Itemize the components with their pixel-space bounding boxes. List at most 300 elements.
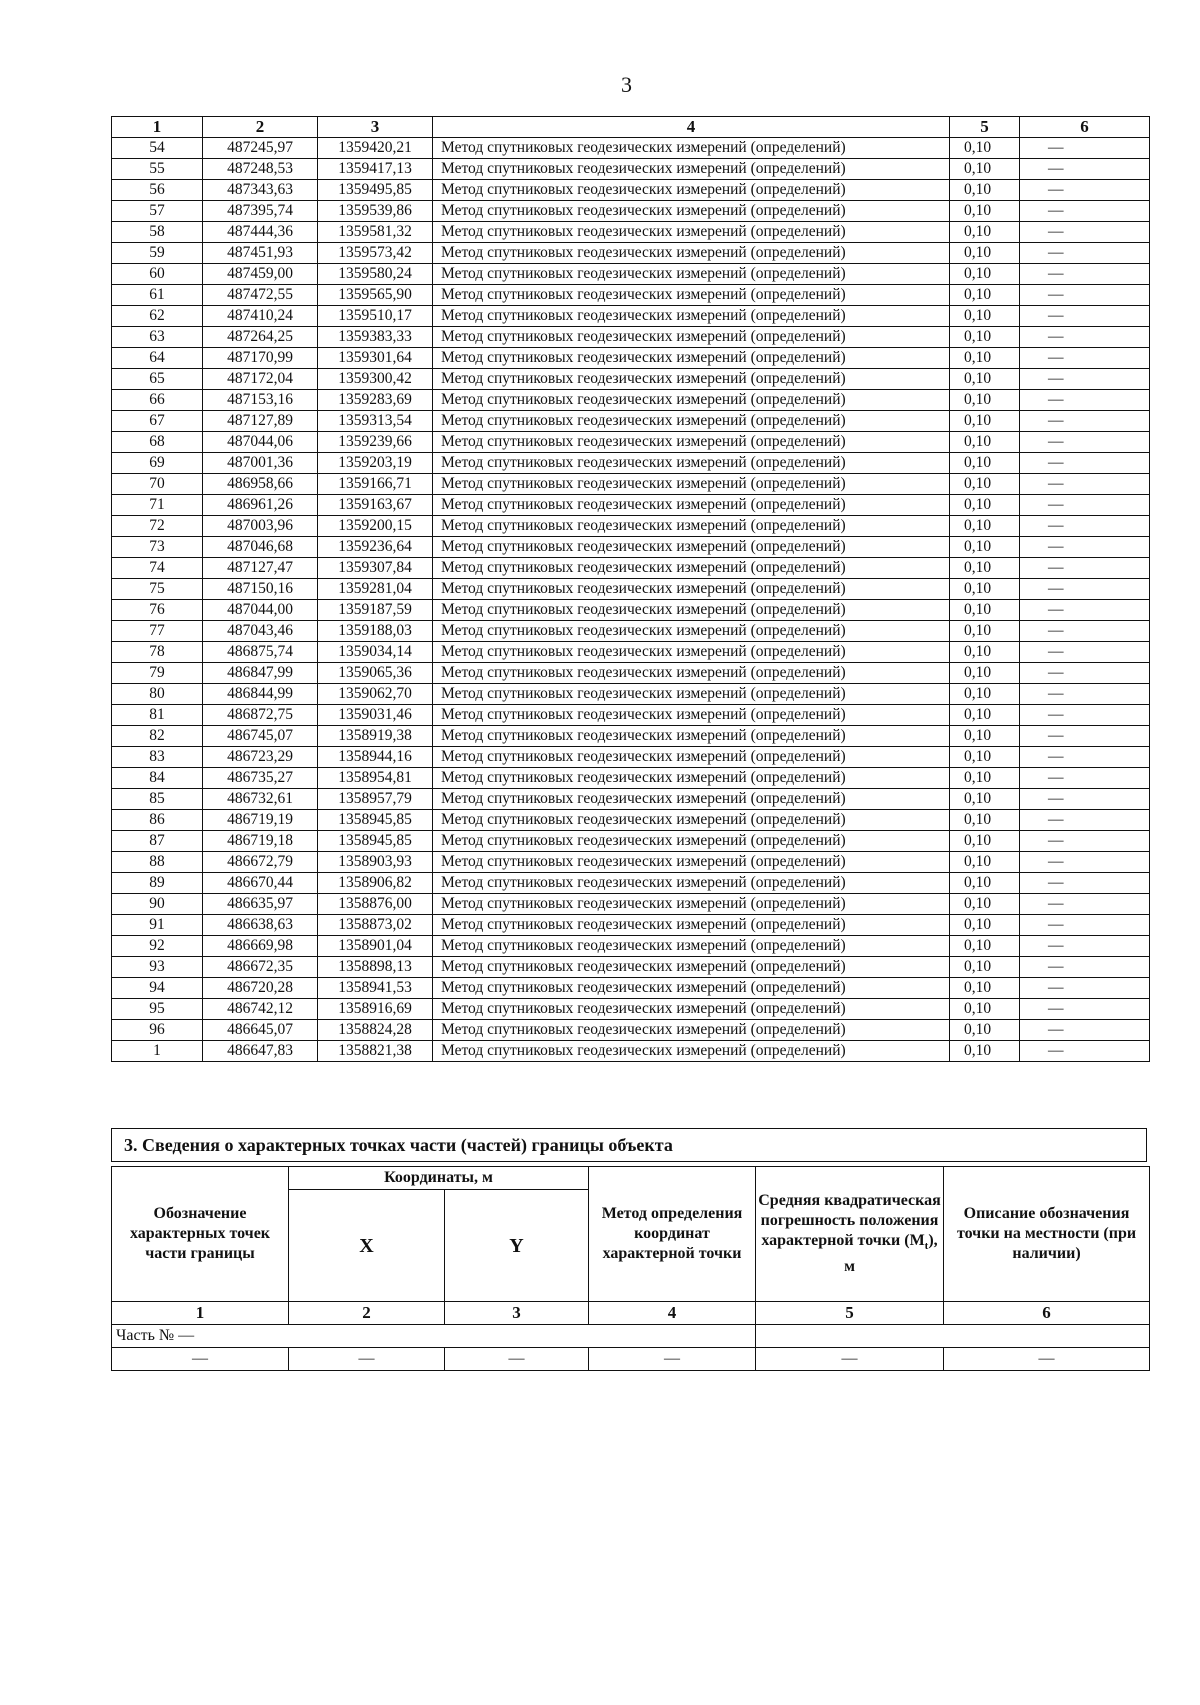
- accuracy: 0,10: [950, 453, 1020, 474]
- accuracy: 0,10: [950, 978, 1020, 999]
- coord-x: 486844,99: [203, 684, 318, 705]
- point-number: 67: [112, 411, 203, 432]
- point-number: 96: [112, 1020, 203, 1041]
- description: —: [1020, 852, 1150, 873]
- table-row: [112, 642, 1150, 663]
- accuracy: 0,10: [950, 411, 1020, 432]
- method: Метод спутниковых геодезических измерений (определений): [433, 474, 950, 495]
- coord-x: 486745,07: [203, 726, 318, 747]
- coord-x: 486645,07: [203, 1020, 318, 1041]
- section3-title: 3. Сведения о характерных точках части (частей) границы объекта: [124, 1135, 673, 1155]
- description: —: [1020, 957, 1150, 978]
- point-number: 64: [112, 348, 203, 369]
- accuracy: 0,10: [950, 537, 1020, 558]
- point-number: 74: [112, 558, 203, 579]
- description: —: [1020, 726, 1150, 747]
- coord-x: 486961,26: [203, 495, 318, 516]
- point-number: 77: [112, 621, 203, 642]
- table-row: [112, 474, 1150, 495]
- page-number: 3: [621, 72, 632, 97]
- coord-y: 1358901,04: [318, 936, 433, 957]
- description: —: [1020, 432, 1150, 453]
- description: —: [1020, 474, 1150, 495]
- table-row: [112, 180, 1150, 201]
- accuracy: 0,10: [950, 222, 1020, 243]
- table-row: [112, 390, 1150, 411]
- table-row: [112, 285, 1150, 306]
- coord-x: 486720,28: [203, 978, 318, 999]
- coord-y: 1358944,16: [318, 747, 433, 768]
- point-number: 55: [112, 159, 203, 180]
- coord-x: 486647,83: [203, 1041, 318, 1062]
- coord-x: 487127,89: [203, 411, 318, 432]
- coord-x: 486719,19: [203, 810, 318, 831]
- coord-x: 487245,97: [203, 138, 318, 159]
- description: —: [1020, 264, 1150, 285]
- point-number: 73: [112, 537, 203, 558]
- coord-y: 1359580,24: [318, 264, 433, 285]
- coord-x: 486638,63: [203, 915, 318, 936]
- method: Метод спутниковых геодезических измерений (определений): [433, 873, 950, 894]
- point-number: 60: [112, 264, 203, 285]
- method: Метод спутниковых геодезических измерений (определений): [433, 684, 950, 705]
- accuracy: 0,10: [950, 432, 1020, 453]
- method: Метод спутниковых геодезических измерений (определений): [433, 159, 950, 180]
- accuracy: 0,10: [950, 684, 1020, 705]
- accuracy: 0,10: [950, 789, 1020, 810]
- table-row: [112, 369, 1150, 390]
- coord-y: 1358906,82: [318, 873, 433, 894]
- method: Метод спутниковых геодезических измерений (определений): [433, 243, 950, 264]
- table-row: [112, 726, 1150, 747]
- part-col5-header: Средняя квадратическая погрешность положения характерной точки $(M_t)$, м: [756, 1167, 944, 1302]
- point-number: 63: [112, 327, 203, 348]
- point-number: 79: [112, 663, 203, 684]
- coord-x: 487395,74: [203, 201, 318, 222]
- accuracy: 0,10: [950, 579, 1020, 600]
- accuracy: 0,10: [950, 327, 1020, 348]
- table-row: [112, 264, 1150, 285]
- description: —: [1020, 222, 1150, 243]
- coord-x: 486719,18: [203, 831, 318, 852]
- coord-y: 1358941,53: [318, 978, 433, 999]
- coord-x: 486872,75: [203, 705, 318, 726]
- coord-y: 1358821,38: [318, 1041, 433, 1062]
- accuracy: 0,10: [950, 663, 1020, 684]
- table-row: [112, 579, 1150, 600]
- coord-x: 486670,44: [203, 873, 318, 894]
- method: Метод спутниковых геодезических измерений (определений): [433, 180, 950, 201]
- table-row: [112, 348, 1150, 369]
- index-cell: 3: [445, 1302, 589, 1325]
- coord-y: 1358903,93: [318, 852, 433, 873]
- description: —: [1020, 747, 1150, 768]
- accuracy: 0,10: [950, 936, 1020, 957]
- method: Метод спутниковых геодезических измерений (определений): [433, 894, 950, 915]
- header-cell: 2: [203, 117, 318, 138]
- header-cell: 5: [950, 117, 1020, 138]
- table-row: [112, 789, 1150, 810]
- coord-y: 1359188,03: [318, 621, 433, 642]
- method: Метод спутниковых геодезических измерений (определений): [433, 999, 950, 1020]
- point-number: 54: [112, 138, 203, 159]
- method: Метод спутниковых геодезических измерений (определений): [433, 432, 950, 453]
- coord-x: 487459,00: [203, 264, 318, 285]
- coord-y: 1359420,21: [318, 138, 433, 159]
- accuracy: 0,10: [950, 495, 1020, 516]
- method: Метод спутниковых геодезических измерений (определений): [433, 348, 950, 369]
- table-row: [112, 684, 1150, 705]
- index-cell: 2: [289, 1302, 445, 1325]
- coord-y: 1359539,86: [318, 201, 433, 222]
- method: Метод спутниковых геодезических измерений (определений): [433, 705, 950, 726]
- coord-y: 1359239,66: [318, 432, 433, 453]
- accuracy: 0,10: [950, 957, 1020, 978]
- coordinates-table-header: [112, 117, 1150, 138]
- accuracy: 0,10: [950, 1041, 1020, 1062]
- accuracy: 0,10: [950, 369, 1020, 390]
- coord-x: 486735,27: [203, 768, 318, 789]
- index-cell: 1: [112, 1302, 289, 1325]
- part-col6-header: Описание обозначения точки на местности (при наличии): [944, 1167, 1150, 1302]
- method: Метод спутниковых геодезических измерений (определений): [433, 390, 950, 411]
- coord-x: 486875,74: [203, 642, 318, 663]
- coord-y: 1359301,64: [318, 348, 433, 369]
- table-row: [112, 957, 1150, 978]
- method: Метод спутниковых геодезических измерений (определений): [433, 789, 950, 810]
- accuracy: 0,10: [950, 516, 1020, 537]
- method: Метод спутниковых геодезических измерений (определений): [433, 768, 950, 789]
- coord-y: 1358957,79: [318, 789, 433, 810]
- accuracy: 0,10: [950, 873, 1020, 894]
- accuracy: 0,10: [950, 159, 1020, 180]
- table-row: [112, 138, 1150, 159]
- coord-x: 487046,68: [203, 537, 318, 558]
- accuracy: 0,10: [950, 474, 1020, 495]
- table-row: [112, 243, 1150, 264]
- table-row: [112, 852, 1150, 873]
- coord-y: 1359307,84: [318, 558, 433, 579]
- header-cell: 3: [318, 117, 433, 138]
- coords-group-header: Координаты, м: [289, 1167, 589, 1190]
- coord-y: 1358876,00: [318, 894, 433, 915]
- description: —: [1020, 894, 1150, 915]
- table-row: [112, 873, 1150, 894]
- coord-x: 487343,63: [203, 180, 318, 201]
- description: —: [1020, 642, 1150, 663]
- coord-x: 487003,96: [203, 516, 318, 537]
- description: —: [1020, 495, 1150, 516]
- point-number: 75: [112, 579, 203, 600]
- table-row: [112, 600, 1150, 621]
- table-row: [112, 1020, 1150, 1041]
- accuracy: 0,10: [950, 705, 1020, 726]
- coord-y: 1359417,13: [318, 159, 433, 180]
- point-number: 78: [112, 642, 203, 663]
- point-number: 58: [112, 222, 203, 243]
- dash-cell: —: [112, 1348, 289, 1371]
- table-row: [112, 663, 1150, 684]
- coord-y: 1359495,85: [318, 180, 433, 201]
- coord-x: 486958,66: [203, 474, 318, 495]
- point-number: 61: [112, 285, 203, 306]
- point-number: 71: [112, 495, 203, 516]
- coord-x-header: X: [289, 1190, 445, 1302]
- coord-x: 487172,04: [203, 369, 318, 390]
- coord-x: 487001,36: [203, 453, 318, 474]
- point-number: 94: [112, 978, 203, 999]
- point-number: 87: [112, 831, 203, 852]
- table-row: [112, 495, 1150, 516]
- point-number: 93: [112, 957, 203, 978]
- point-number: 57: [112, 201, 203, 222]
- coord-y: 1358945,85: [318, 810, 433, 831]
- point-number: 86: [112, 810, 203, 831]
- method: Метод спутниковых геодезических измерений (определений): [433, 642, 950, 663]
- accuracy: 0,10: [950, 306, 1020, 327]
- coord-y: 1359383,33: [318, 327, 433, 348]
- description: —: [1020, 684, 1150, 705]
- description: —: [1020, 999, 1150, 1020]
- coord-x: 487410,24: [203, 306, 318, 327]
- dash-cell: —: [944, 1348, 1150, 1371]
- coord-y: 1359034,14: [318, 642, 433, 663]
- coord-x: 487444,36: [203, 222, 318, 243]
- table-row: [112, 306, 1150, 327]
- point-number: 56: [112, 180, 203, 201]
- accuracy: 0,10: [950, 180, 1020, 201]
- method: Метод спутниковых геодезических измерений (определений): [433, 747, 950, 768]
- accuracy: 0,10: [950, 894, 1020, 915]
- table-row: [112, 894, 1150, 915]
- accuracy: 0,10: [950, 243, 1020, 264]
- method: Метод спутниковых геодезических измерений (определений): [433, 663, 950, 684]
- method: Метод спутниковых геодезических измерений (определений): [433, 600, 950, 621]
- coord-x: 486723,29: [203, 747, 318, 768]
- accuracy: 0,10: [950, 747, 1020, 768]
- method: Метод спутниковых геодезических измерений (определений): [433, 1041, 950, 1062]
- description: —: [1020, 1020, 1150, 1041]
- accuracy: 0,10: [950, 642, 1020, 663]
- accuracy: 0,10: [950, 768, 1020, 789]
- coord-x: 486672,79: [203, 852, 318, 873]
- coord-y: 1359581,32: [318, 222, 433, 243]
- header-cell: 6: [1020, 117, 1150, 138]
- description: —: [1020, 327, 1150, 348]
- method: Метод спутниковых геодезических измерений (определений): [433, 285, 950, 306]
- point-number: 70: [112, 474, 203, 495]
- accuracy: 0,10: [950, 390, 1020, 411]
- section3-title-box: [111, 1128, 1147, 1162]
- method: Метод спутниковых геодезических измерений (определений): [433, 264, 950, 285]
- accuracy: 0,10: [950, 348, 1020, 369]
- description: —: [1020, 1041, 1150, 1062]
- point-number: 84: [112, 768, 203, 789]
- method: Метод спутниковых геодезических измерений (определений): [433, 978, 950, 999]
- coord-y: 1359065,36: [318, 663, 433, 684]
- accuracy: 0,10: [950, 852, 1020, 873]
- description: —: [1020, 831, 1150, 852]
- point-number: 66: [112, 390, 203, 411]
- accuracy: 0,10: [950, 810, 1020, 831]
- coord-y: 1358919,38: [318, 726, 433, 747]
- description: —: [1020, 348, 1150, 369]
- coord-y: 1359573,42: [318, 243, 433, 264]
- coord-x: 487044,00: [203, 600, 318, 621]
- point-number: 92: [112, 936, 203, 957]
- coord-x: 486742,12: [203, 999, 318, 1020]
- coord-y: 1358954,81: [318, 768, 433, 789]
- method: Метод спутниковых геодезических измерений (определений): [433, 138, 950, 159]
- coord-y: 1359283,69: [318, 390, 433, 411]
- description: —: [1020, 936, 1150, 957]
- description: —: [1020, 180, 1150, 201]
- description: —: [1020, 201, 1150, 222]
- point-number: 85: [112, 789, 203, 810]
- point-number: 59: [112, 243, 203, 264]
- dash-cell: —: [289, 1348, 445, 1371]
- method: Метод спутниковых геодезических измерений (определений): [433, 201, 950, 222]
- table-row: [112, 747, 1150, 768]
- description: —: [1020, 873, 1150, 894]
- method: Метод спутниковых геодезических измерений (определений): [433, 495, 950, 516]
- method: Метод спутниковых геодезических измерений (определений): [433, 537, 950, 558]
- method: Метод спутниковых геодезических измерений (определений): [433, 852, 950, 873]
- coord-x: 487150,16: [203, 579, 318, 600]
- coord-x: 487472,55: [203, 285, 318, 306]
- description: —: [1020, 915, 1150, 936]
- accuracy: 0,10: [950, 726, 1020, 747]
- coord-x: 486732,61: [203, 789, 318, 810]
- description: —: [1020, 285, 1150, 306]
- description: —: [1020, 600, 1150, 621]
- description: —: [1020, 558, 1150, 579]
- description: —: [1020, 978, 1150, 999]
- table-row: [112, 453, 1150, 474]
- description: —: [1020, 411, 1150, 432]
- method: Метод спутниковых геодезических измерений (определений): [433, 369, 950, 390]
- part-col1-header: Обозначение характерных точек части границы: [112, 1167, 289, 1302]
- description: —: [1020, 453, 1150, 474]
- coord-y: 1358824,28: [318, 1020, 433, 1041]
- point-number: 83: [112, 747, 203, 768]
- accuracy: 0,10: [950, 600, 1020, 621]
- part-label-empty: [756, 1325, 1150, 1348]
- coord-x: 487127,47: [203, 558, 318, 579]
- table-row: [112, 558, 1150, 579]
- coord-y: 1359031,46: [318, 705, 433, 726]
- method: Метод спутниковых геодезических измерений (определений): [433, 579, 950, 600]
- table-row: [112, 516, 1150, 537]
- point-number: 62: [112, 306, 203, 327]
- dash-cell: —: [756, 1348, 944, 1371]
- accuracy: 0,10: [950, 138, 1020, 159]
- coord-y: 1358898,13: [318, 957, 433, 978]
- table-row: [112, 411, 1150, 432]
- coord-y: 1359313,54: [318, 411, 433, 432]
- table-row: [112, 915, 1150, 936]
- index-cell: 5: [756, 1302, 944, 1325]
- table-row: [112, 201, 1150, 222]
- dash-cell: —: [589, 1348, 756, 1371]
- method: Метод спутниковых геодезических измерений (определений): [433, 306, 950, 327]
- description: —: [1020, 243, 1150, 264]
- coord-y: 1359236,64: [318, 537, 433, 558]
- table-row: [112, 705, 1150, 726]
- table-row: [112, 768, 1150, 789]
- table-row: [112, 621, 1150, 642]
- description: —: [1020, 663, 1150, 684]
- coord-x: 487248,53: [203, 159, 318, 180]
- table-row: [112, 810, 1150, 831]
- coord-y: 1358916,69: [318, 999, 433, 1020]
- method: Метод спутниковых геодезических измерений (определений): [433, 915, 950, 936]
- table-row: [112, 999, 1150, 1020]
- method: Метод спутниковых геодезических измерений (определений): [433, 1020, 950, 1041]
- dash-cell: —: [445, 1348, 589, 1371]
- description: —: [1020, 705, 1150, 726]
- coord-y: 1359203,19: [318, 453, 433, 474]
- method: Метод спутниковых геодезических измерений (определений): [433, 453, 950, 474]
- description: —: [1020, 789, 1150, 810]
- coord-x: 486669,98: [203, 936, 318, 957]
- coord-x: 486635,97: [203, 894, 318, 915]
- point-number: 72: [112, 516, 203, 537]
- point-number: 68: [112, 432, 203, 453]
- accuracy: 0,10: [950, 621, 1020, 642]
- part-col4-header: Метод определения координат характерной точки: [589, 1167, 756, 1302]
- coord-x: 487451,93: [203, 243, 318, 264]
- accuracy: 0,10: [950, 558, 1020, 579]
- description: —: [1020, 159, 1150, 180]
- table-row: [112, 432, 1150, 453]
- part-label: Часть № —: [112, 1325, 756, 1348]
- point-number: 76: [112, 600, 203, 621]
- method: Метод спутниковых геодезических измерений (определений): [433, 810, 950, 831]
- method: Метод спутниковых геодезических измерений (определений): [433, 957, 950, 978]
- coord-y: 1359187,59: [318, 600, 433, 621]
- point-number: 88: [112, 852, 203, 873]
- coord-y: 1359062,70: [318, 684, 433, 705]
- point-number: 69: [112, 453, 203, 474]
- table-row: [112, 978, 1150, 999]
- method: Метод спутниковых геодезических измерений (определений): [433, 621, 950, 642]
- coord-y: 1359200,15: [318, 516, 433, 537]
- method: Метод спутниковых геодезических измерений (определений): [433, 222, 950, 243]
- accuracy: 0,10: [950, 999, 1020, 1020]
- coord-x: 487043,46: [203, 621, 318, 642]
- description: —: [1020, 390, 1150, 411]
- description: —: [1020, 516, 1150, 537]
- table-row: [112, 1041, 1150, 1062]
- point-number: 80: [112, 684, 203, 705]
- coord-y: 1359300,42: [318, 369, 433, 390]
- method: Метод спутниковых геодезических измерений (определений): [433, 726, 950, 747]
- method: Метод спутниковых геодезических измерений (определений): [433, 411, 950, 432]
- coord-y: 1359166,71: [318, 474, 433, 495]
- coord-y: 1359565,90: [318, 285, 433, 306]
- accuracy: 0,10: [950, 285, 1020, 306]
- point-number: 95: [112, 999, 203, 1020]
- coordinates-table-body: [112, 138, 1150, 1062]
- point-number: 89: [112, 873, 203, 894]
- header-cell: 4: [433, 117, 950, 138]
- table-row: [112, 327, 1150, 348]
- coord-y: 1358945,85: [318, 831, 433, 852]
- method: Метод спутниковых геодезических измерений (определений): [433, 831, 950, 852]
- point-number: 65: [112, 369, 203, 390]
- table-row: [112, 537, 1150, 558]
